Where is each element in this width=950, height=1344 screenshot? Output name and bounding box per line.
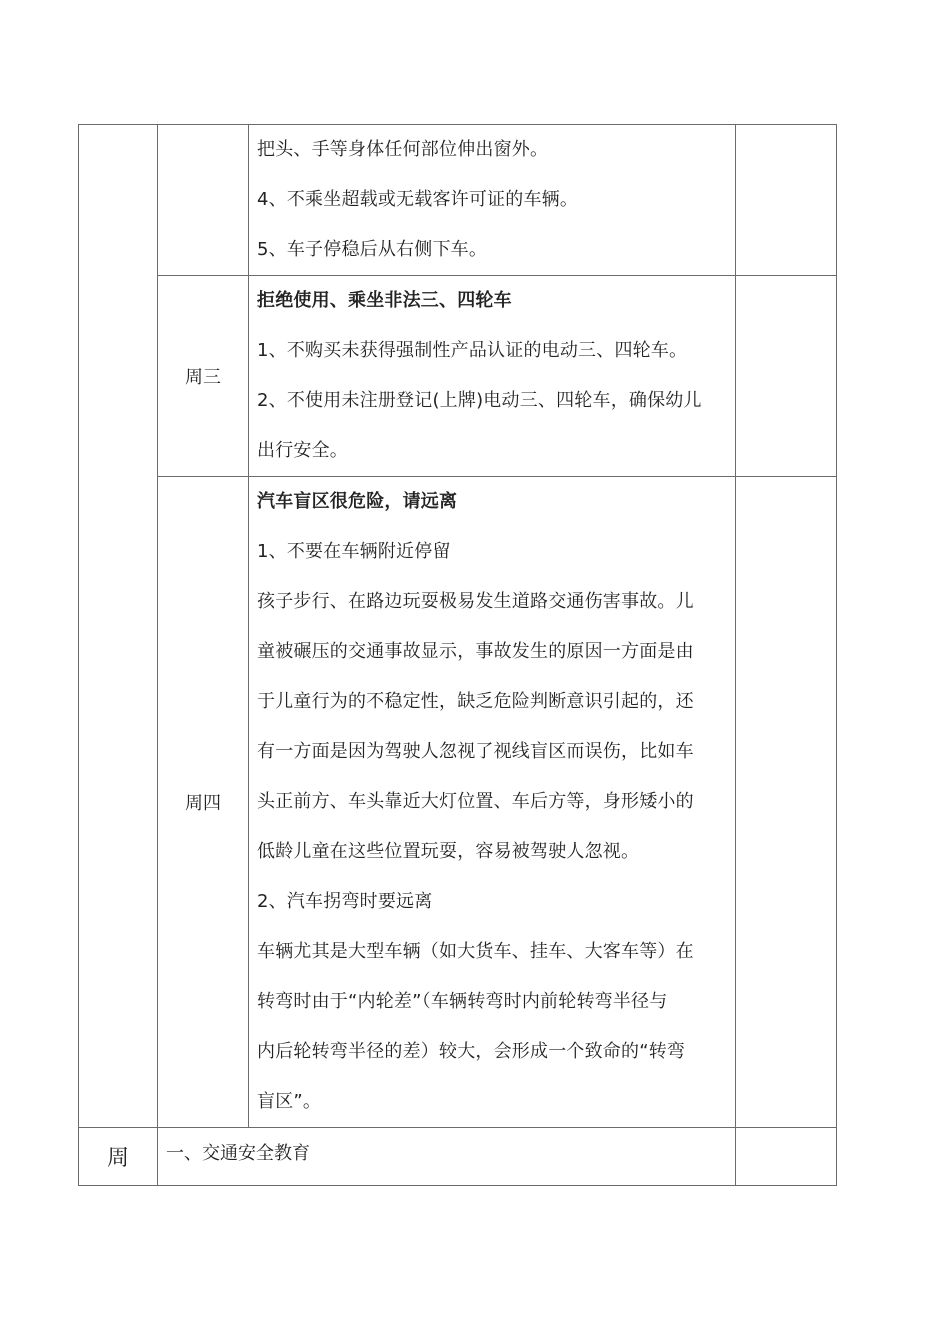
table-row (79, 125, 837, 276)
table-row (79, 276, 837, 477)
content-line: 5、车子停稳后从右侧下车。 (257, 239, 488, 260)
remark-cell (736, 1128, 837, 1186)
content-line: 1、不要在车辆附近停留 (257, 541, 451, 562)
content-line: 出行安全。 (257, 440, 348, 461)
content-line: 有一方面是因为驾驶人忽视了视线盲区而误伤，比如车 (257, 741, 694, 762)
table-row (79, 477, 837, 1128)
content-line: 头正前方、车头靠近大灯位置、车后方等，身形矮小的 (257, 791, 694, 812)
content-line: 低龄儿童在这些位置玩耍，容易被驾驶人忽视。 (257, 841, 640, 862)
remark-cell (736, 125, 837, 276)
content-line: 于儿童行为的不稳定性，缺乏危险判断意识引起的，还 (257, 691, 694, 712)
content-line: 把头、手等身体任何部位伸出窗外。 (257, 139, 549, 160)
content-line: 2、不使用未注册登记(上牌)电动三、四轮车，确保幼儿 (257, 390, 702, 411)
remark-cell (736, 477, 837, 1128)
content-line: 转弯时由于“内轮差”（车辆转弯时内前轮转弯半径与 (257, 991, 668, 1012)
content-line: 车辆尤其是大型车辆（如大货车、挂车、大客车等）在 (257, 941, 694, 962)
day-cell-empty (158, 125, 249, 276)
content-line: 孩子步行、在路边玩耍极易发生道路交通伤害事故。儿 (257, 591, 694, 612)
section-heading: 拒绝使用、乘坐非法三、四轮车 (257, 290, 512, 311)
week-cell-empty (79, 125, 158, 1128)
content-cell (249, 477, 736, 1128)
remark-cell (736, 276, 837, 477)
content-cell: 一、交通安全教育 (158, 1128, 736, 1186)
content-line: 1、不购买未获得强制性产品认证的电动三、四轮车。 (257, 340, 688, 361)
content-cell (249, 125, 736, 276)
section-heading: 汽车盲区很危险，请远离 (257, 491, 458, 512)
schedule-table (78, 124, 837, 1186)
content-line: 2、汽车拐弯时要远离 (257, 891, 433, 912)
content-line: 内后轮转弯半径的差）较大，会形成一个致命的“转弯 (257, 1041, 686, 1062)
day-label: 周三 (158, 276, 249, 477)
content-line: 盲区”。 (257, 1091, 322, 1112)
day-label: 周四 (158, 477, 249, 1128)
content-cell (249, 276, 736, 477)
table-row (79, 1128, 837, 1186)
week-label: 周 (79, 1128, 158, 1186)
content-line: 4、不乘坐超载或无载客许可证的车辆。 (257, 189, 579, 210)
content-line: 童被碾压的交通事故显示，事故发生的原因一方面是由 (257, 641, 694, 662)
